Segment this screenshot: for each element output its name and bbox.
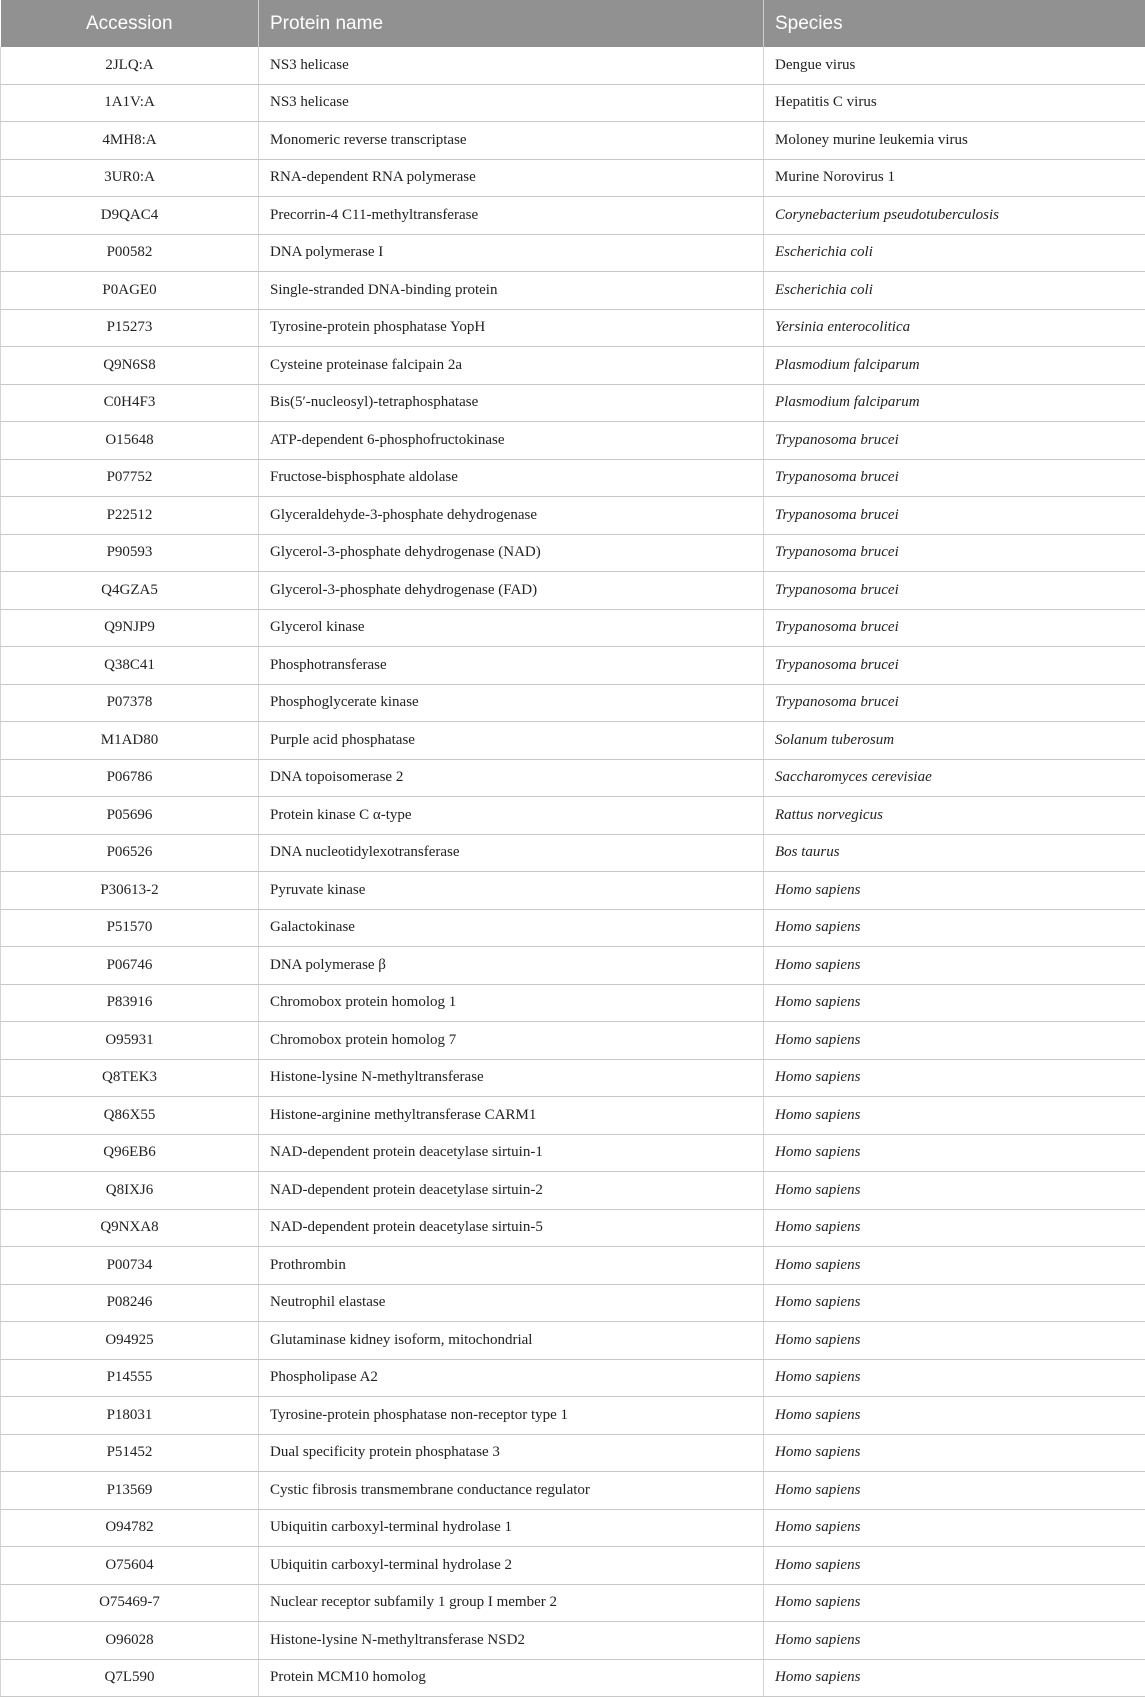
protein-name-cell: Glycerol-3-phosphate dehydrogenase (FAD) <box>259 572 764 610</box>
species-cell: Saccharomyces cerevisiae <box>764 759 1145 797</box>
species-cell: Solanum tuberosum <box>764 722 1145 760</box>
table-row <box>1 684 1145 722</box>
accession-cell: Q9N6S8 <box>1 347 259 385</box>
species-cell: Homo sapiens <box>764 1472 1145 1510</box>
protein-name-cell: ATP-dependent 6-phosphofructokinase <box>259 422 764 460</box>
accession-cell: P06526 <box>1 834 259 872</box>
table-row <box>1 459 1145 497</box>
accession-cell: Q96EB6 <box>1 1134 259 1172</box>
accession-cell: Q9NJP9 <box>1 609 259 647</box>
species-cell: Homo sapiens <box>764 909 1145 947</box>
species-cell: Trypanosoma brucei <box>764 497 1145 535</box>
species-cell: Trypanosoma brucei <box>764 684 1145 722</box>
protein-name-cell: Monomeric reverse transcriptase <box>259 122 764 160</box>
accession-cell: P51570 <box>1 909 259 947</box>
accession-cell: P30613-2 <box>1 872 259 910</box>
accession-cell: Q38C41 <box>1 647 259 685</box>
table-row <box>1 534 1145 572</box>
species-cell: Trypanosoma brucei <box>764 609 1145 647</box>
protein-name-cell: Bis(5′-nucleosyl)-tetraphosphatase <box>259 384 764 422</box>
accession-cell: O95931 <box>1 1022 259 1060</box>
protein-name-cell: Purple acid phosphatase <box>259 722 764 760</box>
table-row <box>1 609 1145 647</box>
protein-name-cell: Phosphotransferase <box>259 647 764 685</box>
species-cell: Homo sapiens <box>764 1172 1145 1210</box>
table-row <box>1 84 1145 122</box>
species-cell: Murine Norovirus 1 <box>764 159 1145 197</box>
accession-cell: Q7L590 <box>1 1659 259 1697</box>
protein-name-cell: Neutrophil elastase <box>259 1284 764 1322</box>
protein-name-cell: Phosphoglycerate kinase <box>259 684 764 722</box>
table-row <box>1 422 1145 460</box>
species-cell: Corynebacterium pseudotuberculosis <box>764 197 1145 235</box>
species-cell: Homo sapiens <box>764 1509 1145 1547</box>
table-row <box>1 947 1145 985</box>
species-cell: Trypanosoma brucei <box>764 572 1145 610</box>
accession-cell: P13569 <box>1 1472 259 1510</box>
species-cell: Homo sapiens <box>764 1434 1145 1472</box>
table-row <box>1 722 1145 760</box>
protein-name-cell: Protein MCM10 homolog <box>259 1659 764 1697</box>
accession-cell: P07378 <box>1 684 259 722</box>
table-row <box>1 1097 1145 1135</box>
protein-name-cell: RNA-dependent RNA polymerase <box>259 159 764 197</box>
protein-name-cell: Galactokinase <box>259 909 764 947</box>
table-row <box>1 1134 1145 1172</box>
species-cell: Homo sapiens <box>764 1659 1145 1697</box>
species-cell: Homo sapiens <box>764 1397 1145 1435</box>
protein-name-cell: Ubiquitin carboxyl-terminal hydrolase 2 <box>259 1547 764 1585</box>
accession-cell: P07752 <box>1 459 259 497</box>
table-row <box>1 347 1145 385</box>
protein-name-cell: DNA topoisomerase 2 <box>259 759 764 797</box>
protein-name-cell: Cystic fibrosis transmembrane conductance regulator <box>259 1472 764 1510</box>
accession-cell: Q4GZA5 <box>1 572 259 610</box>
accession-cell: Q9NXA8 <box>1 1209 259 1247</box>
species-cell: Escherichia coli <box>764 272 1145 310</box>
protein-name-cell: DNA polymerase β <box>259 947 764 985</box>
accession-cell: P0AGE0 <box>1 272 259 310</box>
accession-cell: P51452 <box>1 1434 259 1472</box>
protein-name-cell: Ubiquitin carboxyl-terminal hydrolase 1 <box>259 1509 764 1547</box>
accession-cell: O96028 <box>1 1622 259 1660</box>
protein-name-header: Protein name <box>259 0 764 47</box>
table-row <box>1 1434 1145 1472</box>
table-row <box>1 1397 1145 1435</box>
table-body <box>1 47 1145 1697</box>
accession-cell: O75469-7 <box>1 1584 259 1622</box>
table-row <box>1 1622 1145 1660</box>
species-cell: Rattus norvegicus <box>764 797 1145 835</box>
protein-name-cell: Fructose-bisphosphate aldolase <box>259 459 764 497</box>
protein-name-cell: Single-stranded DNA-binding protein <box>259 272 764 310</box>
accession-cell: P06746 <box>1 947 259 985</box>
protein-name-cell: Precorrin-4 C11-methyltransferase <box>259 197 764 235</box>
species-cell: Escherichia coli <box>764 234 1145 272</box>
table-row <box>1 1209 1145 1247</box>
species-cell: Homo sapiens <box>764 1134 1145 1172</box>
species-cell: Bos taurus <box>764 834 1145 872</box>
species-cell: Homo sapiens <box>764 947 1145 985</box>
protein-name-cell: NS3 helicase <box>259 84 764 122</box>
table-row <box>1 47 1145 84</box>
protein-name-cell: DNA nucleotidylexotransferase <box>259 834 764 872</box>
species-cell: Hepatitis C virus <box>764 84 1145 122</box>
protein-name-cell: Tyrosine-protein phosphatase non-receptor type 1 <box>259 1397 764 1435</box>
protein-name-cell: Chromobox protein homolog 1 <box>259 984 764 1022</box>
species-cell: Homo sapiens <box>764 1247 1145 1285</box>
accession-cell: P06786 <box>1 759 259 797</box>
species-cell: Homo sapiens <box>764 872 1145 910</box>
table-row <box>1 834 1145 872</box>
table-row <box>1 909 1145 947</box>
protein-name-cell: Glyceraldehyde-3-phosphate dehydrogenase <box>259 497 764 535</box>
table-row <box>1 1247 1145 1285</box>
table-row <box>1 1359 1145 1397</box>
table-header <box>1 0 1145 47</box>
species-cell: Trypanosoma brucei <box>764 459 1145 497</box>
table-row <box>1 759 1145 797</box>
species-cell: Homo sapiens <box>764 1022 1145 1060</box>
protein-name-cell: NS3 helicase <box>259 47 764 84</box>
table-row <box>1 197 1145 235</box>
accession-cell: 1A1V:A <box>1 84 259 122</box>
protein-name-cell: Nuclear receptor subfamily 1 group I member 2 <box>259 1584 764 1622</box>
species-cell: Trypanosoma brucei <box>764 534 1145 572</box>
table-row <box>1 1472 1145 1510</box>
table-row <box>1 309 1145 347</box>
accession-cell: C0H4F3 <box>1 384 259 422</box>
accession-cell: Q8TEK3 <box>1 1059 259 1097</box>
accession-cell: P05696 <box>1 797 259 835</box>
species-cell: Homo sapiens <box>764 1622 1145 1660</box>
table-row <box>1 872 1145 910</box>
species-cell: Moloney murine leukemia virus <box>764 122 1145 160</box>
protein-name-cell: Prothrombin <box>259 1247 764 1285</box>
accession-cell: 3UR0:A <box>1 159 259 197</box>
accession-cell: O94925 <box>1 1322 259 1360</box>
table-row <box>1 234 1145 272</box>
table-row <box>1 1172 1145 1210</box>
table-row <box>1 797 1145 835</box>
table-row <box>1 1284 1145 1322</box>
protein-name-cell: Histone-arginine methyltransferase CARM1 <box>259 1097 764 1135</box>
header-row <box>1 0 1145 47</box>
table-row <box>1 384 1145 422</box>
species-cell: Homo sapiens <box>764 1584 1145 1622</box>
protein-name-cell: Cysteine proteinase falcipain 2a <box>259 347 764 385</box>
protein-name-cell: DNA polymerase I <box>259 234 764 272</box>
table-row <box>1 159 1145 197</box>
accession-cell: O15648 <box>1 422 259 460</box>
protein-name-cell: Glutaminase kidney isoform, mitochondrial <box>259 1322 764 1360</box>
species-cell: Homo sapiens <box>764 1322 1145 1360</box>
species-cell: Homo sapiens <box>764 1097 1145 1135</box>
species-header: Species <box>764 0 1145 47</box>
accession-cell: O94782 <box>1 1509 259 1547</box>
protein-name-cell: NAD-dependent protein deacetylase sirtuin-1 <box>259 1134 764 1172</box>
accession-header: Accession <box>1 0 259 47</box>
protein-name-cell: Pyruvate kinase <box>259 872 764 910</box>
accession-cell: P18031 <box>1 1397 259 1435</box>
accession-cell: Q8IXJ6 <box>1 1172 259 1210</box>
species-cell: Homo sapiens <box>764 1209 1145 1247</box>
accession-cell: P15273 <box>1 309 259 347</box>
table-row <box>1 1022 1145 1060</box>
table-row <box>1 497 1145 535</box>
protein-name-cell: NAD-dependent protein deacetylase sirtuin-5 <box>259 1209 764 1247</box>
species-cell: Homo sapiens <box>764 984 1145 1022</box>
table-row <box>1 572 1145 610</box>
species-cell: Trypanosoma brucei <box>764 647 1145 685</box>
species-cell: Trypanosoma brucei <box>764 422 1145 460</box>
accession-cell: Q86X55 <box>1 1097 259 1135</box>
protein-name-cell: Histone-lysine N-methyltransferase NSD2 <box>259 1622 764 1660</box>
species-cell: Plasmodium falciparum <box>764 347 1145 385</box>
accession-cell: M1AD80 <box>1 722 259 760</box>
accession-cell: P22512 <box>1 497 259 535</box>
accession-cell: P08246 <box>1 1284 259 1322</box>
table-row <box>1 1509 1145 1547</box>
accession-cell: O75604 <box>1 1547 259 1585</box>
protein-name-cell: Dual specificity protein phosphatase 3 <box>259 1434 764 1472</box>
protein-name-cell: Phospholipase A2 <box>259 1359 764 1397</box>
protein-name-cell: Tyrosine-protein phosphatase YopH <box>259 309 764 347</box>
accession-cell: P00734 <box>1 1247 259 1285</box>
species-cell: Homo sapiens <box>764 1547 1145 1585</box>
accession-cell: 4MH8:A <box>1 122 259 160</box>
table-row <box>1 1059 1145 1097</box>
accession-cell: P90593 <box>1 534 259 572</box>
accession-cell: P83916 <box>1 984 259 1022</box>
species-cell: Homo sapiens <box>764 1359 1145 1397</box>
table-row <box>1 272 1145 310</box>
protein-name-cell: NAD-dependent protein deacetylase sirtuin-2 <box>259 1172 764 1210</box>
protein-name-cell: Protein kinase C α-type <box>259 797 764 835</box>
table-row <box>1 647 1145 685</box>
table-row <box>1 1547 1145 1585</box>
species-cell: Plasmodium falciparum <box>764 384 1145 422</box>
species-cell: Homo sapiens <box>764 1059 1145 1097</box>
table-row <box>1 1322 1145 1360</box>
accession-cell: D9QAC4 <box>1 197 259 235</box>
table-row <box>1 1584 1145 1622</box>
table-row <box>1 122 1145 160</box>
accession-cell: 2JLQ:A <box>1 47 259 84</box>
table-row <box>1 1659 1145 1697</box>
species-cell: Yersinia enterocolitica <box>764 309 1145 347</box>
accession-cell: P14555 <box>1 1359 259 1397</box>
protein-name-cell: Glycerol-3-phosphate dehydrogenase (NAD) <box>259 534 764 572</box>
table-row <box>1 984 1145 1022</box>
species-cell: Homo sapiens <box>764 1284 1145 1322</box>
protein-name-cell: Glycerol kinase <box>259 609 764 647</box>
species-cell: Dengue virus <box>764 47 1145 84</box>
protein-name-cell: Chromobox protein homolog 7 <box>259 1022 764 1060</box>
protein-name-cell: Histone-lysine N-methyltransferase <box>259 1059 764 1097</box>
accession-cell: P00582 <box>1 234 259 272</box>
